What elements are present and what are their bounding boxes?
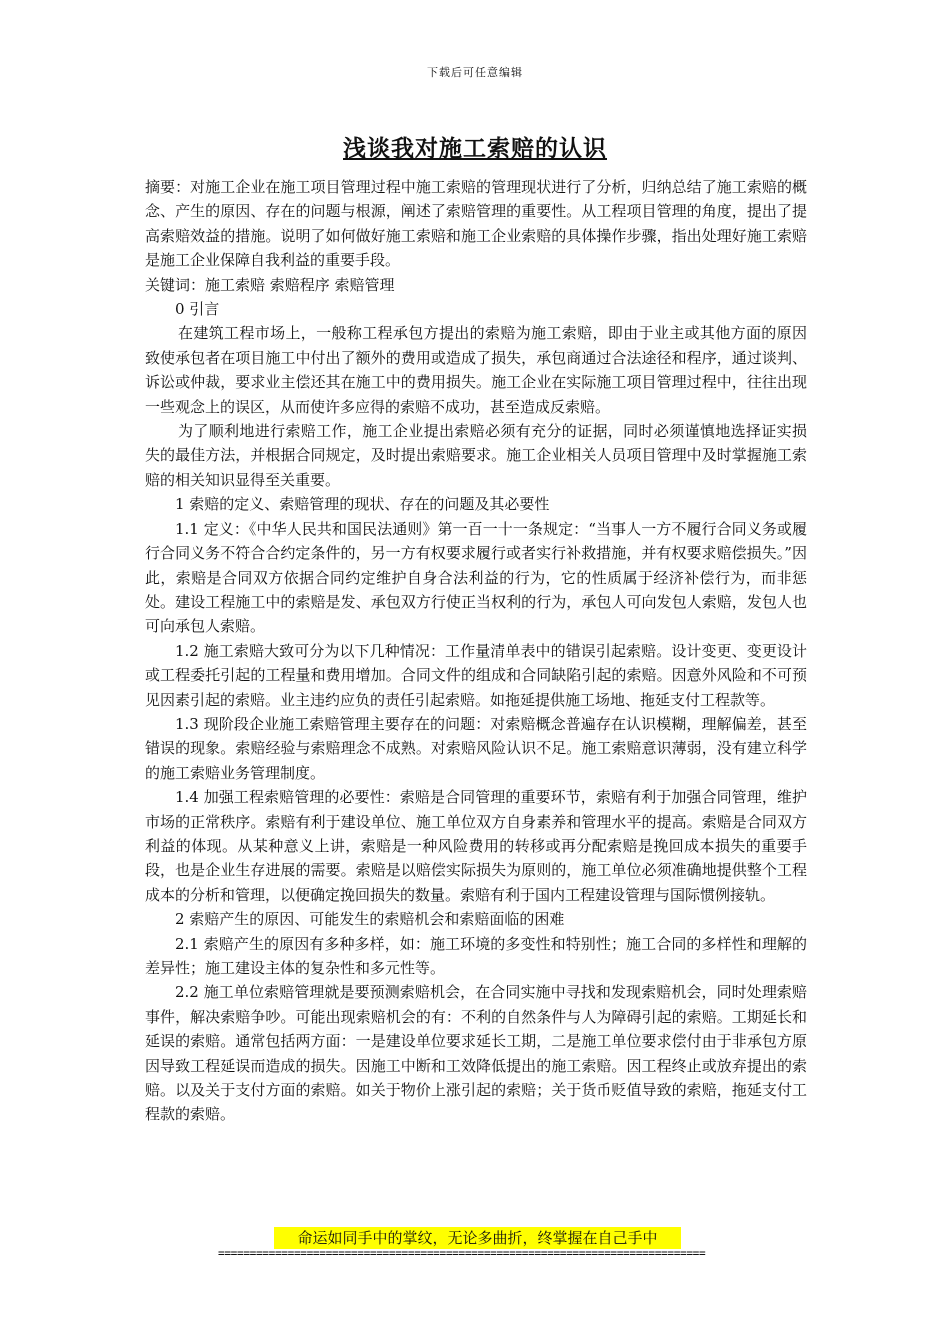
document-body: [145, 175, 807, 1127]
footer-banner: 命运如同手中的掌纹，无论多曲折，终掌握在自己手中: [274, 1227, 681, 1249]
header-note: 下载后可任意编辑: [427, 66, 523, 79]
section-heading-1: 1 索赔的定义、索赔管理的现状、存在的问题及其必要性: [175, 495, 550, 514]
section-heading-2: 2 索赔产生的原因、可能发生的索赔机会和索赔面临的困难: [175, 910, 565, 929]
body-paragraph: 在建筑工程市场上，一般称工程承包方提出的索赔为施工索赔，即由于业主或其他方面的原因致使承包者在项目施工中付出了额外的费用或造成了损失，承包商通过合法途径和程序，通过谈判、诉讼或仲裁，要求业主偿还其在施工中的费用损失。施工企业在实际施工项目管理过程中，往往出现一些观念上的误区，从而使许多应得的索赔不成功，甚至造成反索赔。: [145, 324, 807, 416]
body-paragraph: 1.1 定义：《中华人民共和国民法通则》第一百一十一条规定：“当事人一方不履行合同义务或履行合同义务不符合合约定条件的，另一方有权要求履行或者实行补救措施，并有权要求赔偿损失。”因此，索赔是合同双方依据合同约定维护自身合法利益的行为，它的性质属于经济补偿行为，而非惩处。建设工程施工中的索赔是发、承包双方行使正当权利的行为，承包人可向发包人索赔，发包人也可向承包人索赔。: [145, 519, 807, 636]
section-heading-0: 0 引言: [175, 300, 220, 319]
body-paragraph: 2.2 施工单位索赔管理就是要预测索赔机会，在合同实施中寻找和发现索赔机会，同时处理索赔事件，解决索赔争吵。可能出现索赔机会的有：不利的自然条件与人为障碍引起的索赔。工期延长和延误的索赔。通常包括两方面：一是建设单位要求延长工期，二是施工单位要求偿付由于非承包方原因导致工程延误而造成的损失。因施工中断和工效降低提出的施工索赔。因工程终止或放弃提出的索赔。以及关于支付方面的索赔。如关于物价上涨引起的索赔；关于货币贬值导致的索赔，拖延支付工程款的索赔。: [145, 983, 807, 1124]
body-paragraph: 为了顺利地进行索赔工作，施工企业提出索赔必须有充分的证据，同时必须谨慎地选择证实损失的最佳方法，并根据合同规定，及时提出索赔要求。施工企业相关人员项目管理中及时掌握施工索赔的相关知识显得至关重要。: [145, 422, 807, 489]
body-paragraph: 1.3 现阶段企业施工索赔管理主要存在的问题：对索赔概念普遍存在认识模糊，理解偏差，甚至错误的现象。索赔经验与索赔理念不成熟。对索赔风险认识不足。施工索赔意识薄弱，没有建立科学的施工索赔业务管理制度。: [145, 714, 807, 782]
body-paragraph: 1.2 施工索赔大致可分为以下几种情况：工作量清单表中的错误引起索赔。设计变更、变更设计或工程委托引起的工程量和费用增加。合同文件的组成和合同缺陷引起的索赔。因意外风险和不可预见因素引起的索赔。业主违约应负的责任引起索赔。如拖延提供施工场地、拖延支付工程款等。: [145, 641, 807, 709]
body-paragraph: 1.4 加强工程索赔管理的必要性：索赔是合同管理的重要环节，索赔有利于加强合同管理，维护市场的正常秩序。索赔有利于建设单位、施工单位双方自身素养和管理水平的提高。索赔是合同双方利益的体现。从某种意义上讲，索赔是一种风险费用的转移或再分配索赔是挽回成本损失的重要手段，也是企业生存进展的需要。索赔是以赔偿实际损失为原则的，施工单位必须准确地提供整个工程成本的分析和管理，以便确定挽回损失的数量。索赔有利于国内工程建设管理与国际惯例接轨。: [145, 788, 807, 904]
body-paragraph: 2.1 索赔产生的原因有多种多样，如：施工环境的多变性和特别性；施工合同的多样性和理解的差异性；施工建设主体的复杂性和多元性等。: [145, 934, 807, 977]
keywords-line: 关键词：施工索赔 索赔程序 索赔管理: [145, 275, 395, 294]
abstract-paragraph: 摘要：对施工企业在施工项目管理过程中施工索赔的管理现状进行了分析，归纳总结了施工索赔的概念、产生的原因、存在的问题与根源，阐述了索赔管理的重要性。从工程项目管理的角度，提出了提高索赔效益的措施。说明了如何做好施工索赔和施工企业索赔的具体操作步骤，指出处理好施工索赔是施工企业保障自我利益的重要手段。: [145, 178, 807, 270]
document-title: 浅谈我对施工索赔的认识: [343, 135, 607, 162]
footer-rule: =============================================================================: [218, 1247, 706, 1260]
